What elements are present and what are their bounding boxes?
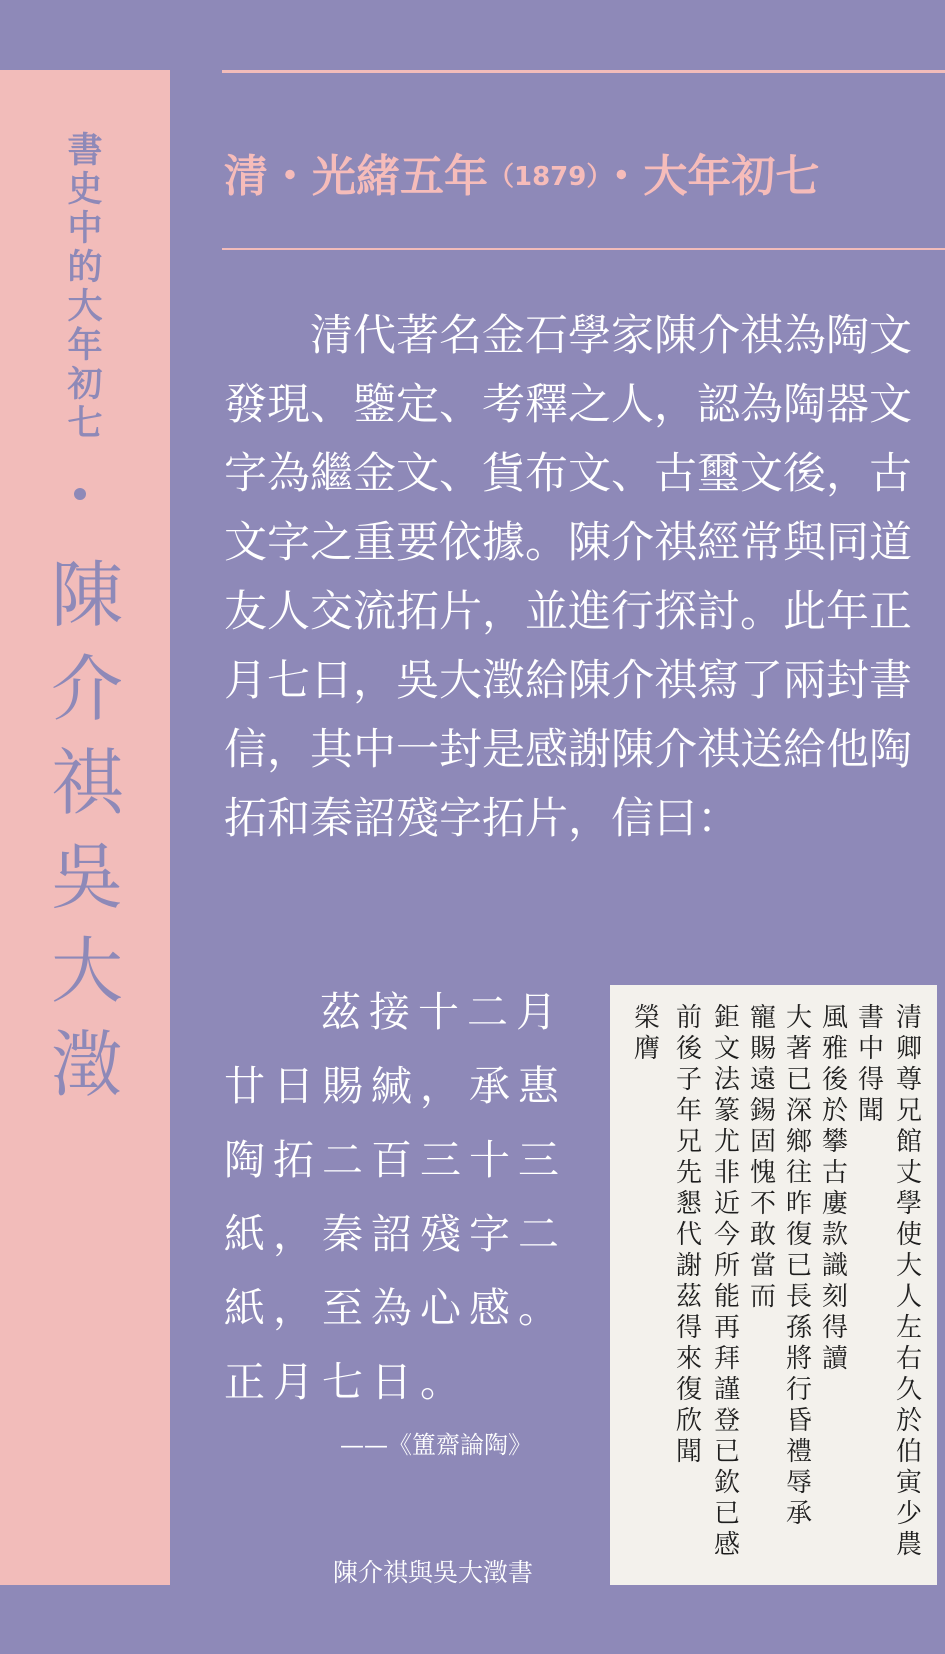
- letter-column: 書中得聞: [857, 1003, 884, 1126]
- letter-quote: 茲接十二月廿日賜緘，承惠陶拓二百三十三紙，秦詔殘字二紙，至為心感。正月七日。: [224, 988, 567, 1406]
- subject-names: 陳介祺 吳大澂: [50, 553, 123, 1107]
- letter-column: 風雅後於攀古廔款識刻得讀: [821, 1003, 848, 1374]
- letter-column: 鉅文法篆尤非近今所能再拜謹登已欽已感: [713, 1003, 740, 1560]
- separator-dot: [74, 488, 86, 500]
- image-caption: 陳介祺與吳大澂書: [333, 1558, 534, 1587]
- series-title: 書史中的大年初七: [67, 131, 103, 444]
- date-suffix: ・大年初七: [599, 151, 820, 202]
- top-divider: [222, 70, 945, 73]
- letter-column: 大著已深鄉往昨復已長孫將行昏禮辱承: [785, 1003, 812, 1529]
- letter-column: 前後子年兄先懇代謝茲得來復欣聞: [675, 1003, 702, 1467]
- date-year: （1879）: [488, 162, 600, 192]
- letter-image: [610, 985, 937, 1585]
- date-main: 清・光緒五年: [224, 151, 488, 202]
- heading-divider: [222, 248, 945, 250]
- intro-paragraph: 清代著名金石學家陳介祺為陶文發現、鑒定、考釋之人，認為陶器文字為繼金文、貨布文、古璽文後，古文字之重要依據。陳介祺經常與同道友人交流拓片，並進行探討。此年正月七日，吳大澂給陳介祺寫了兩封書信，其中一封是感謝陳介祺送給他陶拓和秦詔殘字拓片，信曰：: [224, 311, 912, 844]
- letter-column: 寵賜遠錫固愧不敢當而: [749, 1003, 776, 1312]
- letter-column: 榮膺: [633, 1003, 660, 1064]
- source-citation: ——《簠齋論陶》: [340, 1431, 532, 1459]
- letter-column: 清卿尊兄館丈學使大人左右久於伯寅少農: [895, 1003, 922, 1560]
- date-heading: [224, 140, 819, 204]
